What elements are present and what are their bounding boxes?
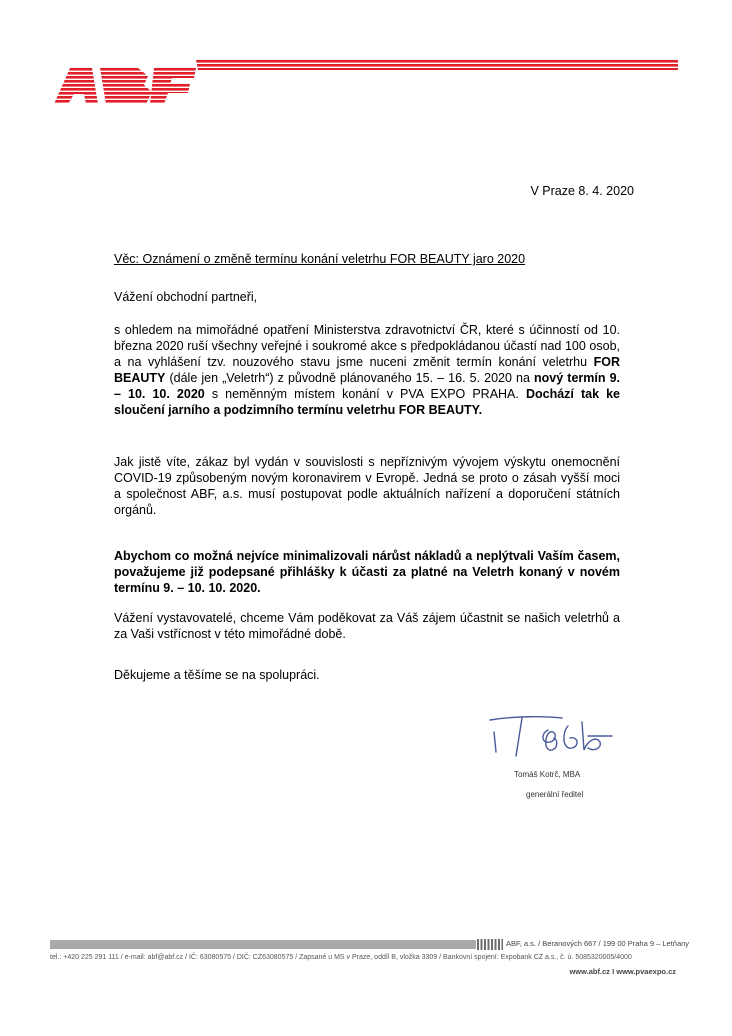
footer-contact: tel.: +420 225 291 111 / e-mail: abf@abf.cz / IČ: 63080575 / DIČ: CZ63080575 / Zapsané u MS v Praze, oddíl B, vložka 3309 / Bankovní spojení: Expobank CZ a.s., č. ú. 5085320005/4000	[50, 954, 632, 961]
paragraph-2: Jak jistě víte, zákaz byl vydán v souvislosti s nepříznivým vývojem výskytu onemocnění COVID-19 způsobeným novým koronavirem v Evropě. Jedná se proto o zásah vyšší moci a společnost ABF, a.s. musí postupovat podle aktuálních nařízení a doporučení státních orgánů.	[114, 455, 620, 517]
logo-stripes	[46, 56, 678, 104]
letter-salutation: Vážení obchodní partneři,	[114, 290, 258, 304]
handwritten-signature	[484, 710, 614, 762]
p1-bold-2: nový termín 9. – 10. 10. 2020	[114, 371, 620, 401]
footer-bar	[50, 940, 476, 949]
footer-ticks	[477, 939, 503, 950]
letter-subject: Věc: Oznámení o změně termínu konání veletrhu FOR BEAUTY jaro 2020	[114, 252, 526, 266]
footer-company: ABF, a.s. / Beranových 667 / 199 00 Praha 9 – Letňany	[506, 939, 690, 948]
p1-text-3: s neměnným místem konání v PVA EXPO PRAHA.	[204, 387, 526, 401]
letter-date: V Praze 8. 4. 2020	[530, 184, 634, 198]
signature-block	[478, 710, 628, 800]
p1-text-2: (dále jen „Veletrh“) z původně plánovaného 15. – 16. 5. 2020 na	[165, 371, 535, 385]
p1-bold-3: Dochází tak ke sloučení jarního a podzimního termínu veletrhu FOR BEAUTY.	[114, 387, 621, 417]
p1-bold-1: FOR BEAUTY	[114, 355, 620, 385]
letter-closing: Děkujeme a těšíme se na spolupráci.	[114, 668, 320, 682]
logo-text: ABF	[46, 56, 48, 57]
footer-web: www.abf.cz I www.pvaexpo.cz	[569, 967, 676, 976]
signatory-name: Tomáš Kotrč, MBA	[514, 770, 581, 779]
signatory-role: generální ředitel	[526, 790, 584, 799]
paragraph-1	[114, 322, 620, 418]
paragraph-4: Vážení vystavovatelé, chceme Vám poděkovat za Váš zájem účastnit se našich veletrhů a za Vaši vstřícnost v této mimořádné době.	[114, 611, 620, 641]
p1-text-1: s ohledem na mimořádné opatření Ministerstva zdravotnictví ČR, které s účinností od 10. března 2020 ruší všechny veřejné i soukromé akce s předpokládanou účastí nad 100 osob, a na vyhlášení tzv. nouzového stavu jsme nuceni změnit termín konání veletrhu	[114, 323, 620, 369]
abf-logo	[46, 56, 678, 106]
paragraph-3: Abychom co možná nejvíce minimalizovali nárůst nákladů a neplýtvali Vaším časem, považujeme již podepsané přihlášky k účasti za platné na Veletrh konaný v novém termínu 9. – 10. 10. 2020.	[114, 549, 620, 595]
